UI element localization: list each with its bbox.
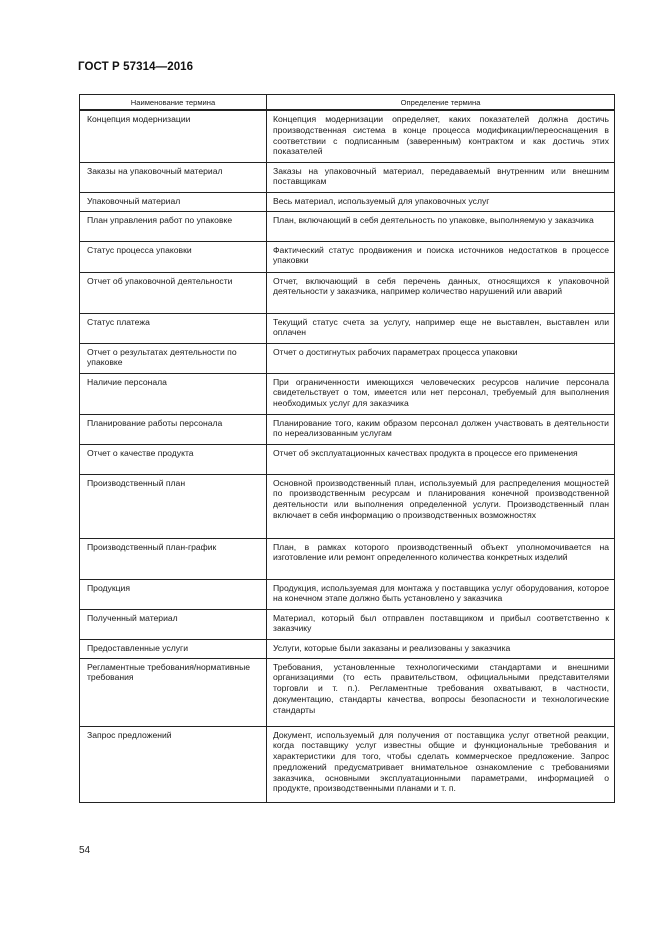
definition-cell: Планирование того, каким образом персонал должен участвовать в деятельности по нереализованным услугам	[267, 414, 615, 444]
term-cell: Отчет о результатах деятельности по упаковке	[80, 343, 267, 373]
table-header-row	[80, 95, 615, 111]
term-cell: Статус процесса упаковки	[80, 241, 267, 272]
table-row	[80, 658, 615, 726]
term-cell: Регламентные требования/нормативные требования	[80, 658, 267, 726]
definition-cell: Фактический статус продвижения и поиска источников недостатков в процессе упаковки	[267, 241, 615, 272]
column-header-definition: Определение термина	[267, 95, 615, 111]
table-row	[80, 414, 615, 444]
table-row	[80, 192, 615, 211]
term-cell: Продукция	[80, 579, 267, 609]
term-cell: Отчет об упаковочной деятельности	[80, 272, 267, 313]
table-row	[80, 272, 615, 313]
term-cell: Заказы на упаковочный материал	[80, 162, 267, 192]
definition-cell: Документ, используемый для получения от поставщика услуг ответной реакции, когда поставщику услуг известны общие и функциональные требования и характеристики для того, чтобы сделать коммерческое предложение. Запрос предложений предусматривает внимательное ознакомление с требованиями заказчика, основными эксплуатационными параметрами, информацией о продукте, производственными планами и т. п.	[267, 726, 615, 802]
table-row	[80, 538, 615, 579]
definition-cell: Основной производственный план, используемый для распределения мощностей по производственным ресурсам и планирования конечной производственной деятельности или выполнения определенной услуги. Производственный план включает в себя информацию о производственных возможностях	[267, 474, 615, 538]
table-row	[80, 343, 615, 373]
document-code: ГОСТ Р 57314—2016	[78, 61, 194, 73]
term-cell: Полученный материал	[80, 609, 267, 639]
table-row	[80, 211, 615, 241]
term-cell: Отчет о качестве продукта	[80, 444, 267, 474]
term-cell: Предоставленные услуги	[80, 639, 267, 658]
term-cell: Планирование работы персонала	[80, 414, 267, 444]
table-row	[80, 162, 615, 192]
column-header-term: Наименование термина	[80, 95, 267, 111]
term-cell: Упаковочный материал	[80, 192, 267, 211]
definition-cell: Продукция, используемая для монтажа у поставщика услуг оборудования, которое на конечном этапе должно быть установлено у заказчика	[267, 579, 615, 609]
term-cell: План управления работ по упаковке	[80, 211, 267, 241]
definition-cell: План, в рамках которого производственный объект уполномочивается на изготовление или ремонт определенного количества конкретных изделий	[267, 538, 615, 579]
table-row	[80, 639, 615, 658]
definition-cell: Требования, установленные технологическими стандартами и внешними организациями (то есть правительством, официальными представителями торговли и т. п.). Регламентные требования охватывают, в частности, документацию, стандарты качества, вопросы безопасности и технологические стандарты	[267, 658, 615, 726]
term-cell: Концепция модернизации	[80, 110, 267, 162]
table-row	[80, 313, 615, 343]
definition-cell: Услуги, которые были заказаны и реализованы у заказчика	[267, 639, 615, 658]
term-cell: Наличие персонала	[80, 373, 267, 414]
table-row	[80, 474, 615, 538]
definition-cell: Отчет, включающий в себя перечень данных, относящихся к упаковочной деятельности у заказчика, например количество нарушений или аварий	[267, 272, 615, 313]
term-cell: Запрос предложений	[80, 726, 267, 802]
page-number: 54	[79, 845, 91, 856]
definition-cell: План, включающий в себя деятельность по упаковке, выполняемую у заказчика	[267, 211, 615, 241]
definition-cell: Отчет об эксплуатационных качествах продукта в процессе его применения	[267, 444, 615, 474]
term-cell: Производственный план-график	[80, 538, 267, 579]
definition-cell: Отчет о достигнутых рабочих параметрах процесса упаковки	[267, 343, 615, 373]
term-cell: Производственный план	[80, 474, 267, 538]
table-row	[80, 579, 615, 609]
table-row	[80, 373, 615, 414]
definition-cell: Концепция модернизации определяет, каких показателей должна достичь производственная система в конце процесса модификации/переоснащения в соответствии с подписанным (заверенным) контрактом и как достичь этих показателей	[267, 110, 615, 162]
definition-cell: Текущий статус счета за услугу, например еще не выставлен, выставлен или оплачен	[267, 313, 615, 343]
definition-cell: При ограниченности имеющихся человеческих ресурсов наличие персонала свидетельствует о том, имеется или нет персонал, требуемый для выполнения необходимых услуг для заказчика	[267, 373, 615, 414]
terms-table	[79, 94, 615, 803]
definition-cell: Заказы на упаковочный материал, передаваемый внутренним или внешним поставщикам	[267, 162, 615, 192]
table-row	[80, 110, 615, 162]
table-row	[80, 444, 615, 474]
definition-cell: Весь материал, используемый для упаковочных услуг	[267, 192, 615, 211]
table-row	[80, 609, 615, 639]
term-cell: Статус платежа	[80, 313, 267, 343]
table-row	[80, 241, 615, 272]
definition-cell: Материал, который был отправлен поставщиком и прибыл соответственно к заказчику	[267, 609, 615, 639]
table-row	[80, 726, 615, 802]
